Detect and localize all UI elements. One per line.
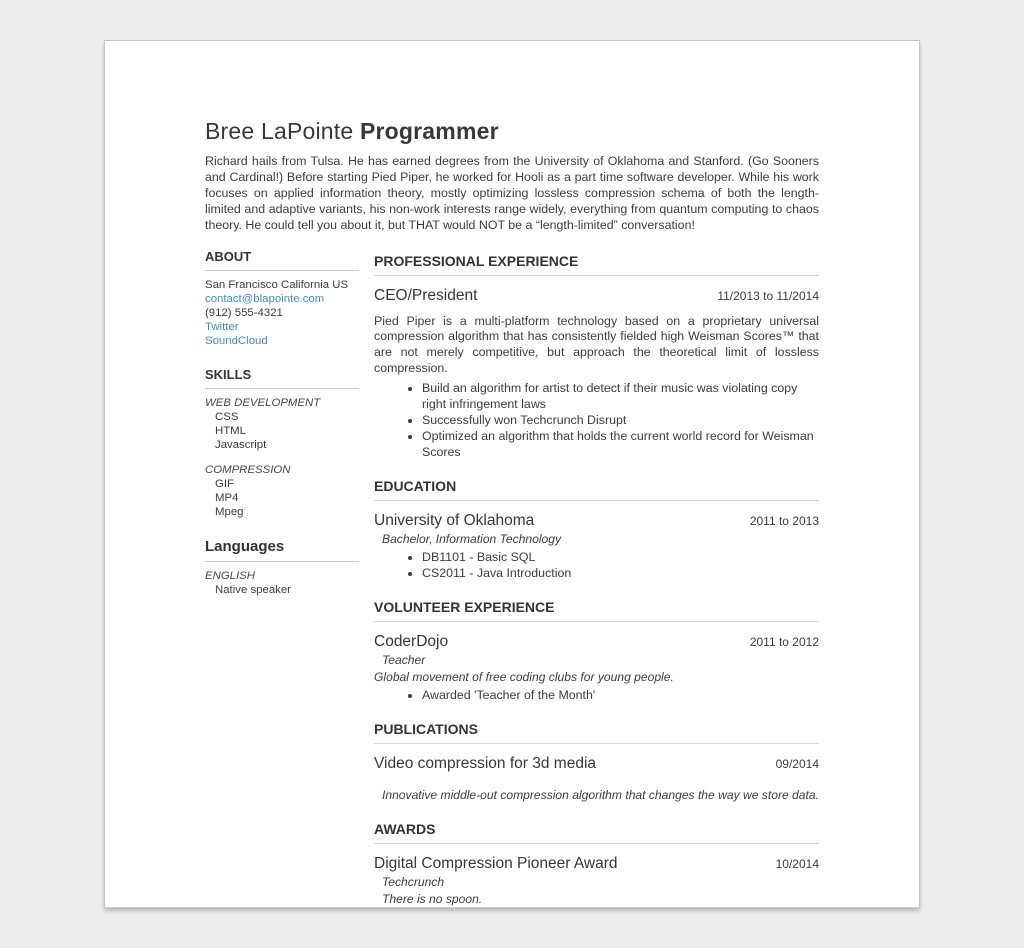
- language-group: [205, 569, 359, 597]
- page-title: [205, 118, 819, 145]
- skill-item: MP4: [215, 491, 239, 504]
- skill-item: Javascript: [215, 438, 267, 451]
- job-bullet-list: [374, 380, 819, 460]
- languages-section: [205, 538, 359, 597]
- job-description: Pied Piper is a multi-platform technology based on a proprietary universal compression algorithm that has consistently fielded high Weisman Scores™ that are not merely competitive, but approach the theoretical limit of lossless compression.: [374, 313, 819, 376]
- about-section: [205, 249, 359, 348]
- publication-title: Video compression for 3d media: [374, 755, 597, 773]
- awards-section: [374, 821, 819, 907]
- summary-paragraph: Richard hails from Tulsa. He has earned degrees from the University of Oklahoma and Stanford. (Go Sooners and Cardinal!) Before starting Pied Piper, he worked for Hooli as a part time software developer. While his work focuses on applied information theory, mostly optimizing lossless compression schema of both the length-limited and adaptive variants, his non-work interests range widely, everything from quantum computing to chaos theory. He could tell you about it, but THAT would NOT be a “length-limited” conversation!: [205, 154, 819, 232]
- organization-name: CoderDojo: [374, 633, 449, 651]
- education-section: [374, 478, 819, 581]
- languages-heading: Languages: [205, 538, 359, 562]
- education-bullet-list: [374, 549, 819, 581]
- language-name: ENGLISH: [205, 569, 256, 582]
- volunteer-role: Teacher: [382, 653, 426, 668]
- resume-page: [104, 40, 920, 908]
- professional-experience-section: [374, 253, 819, 461]
- sidebar: [205, 249, 359, 616]
- skill-group: [205, 396, 359, 452]
- entry-header: [374, 512, 819, 530]
- bullet-item: • CS2011 - Java Introduction: [422, 565, 819, 581]
- award-note: There is no spoon.: [382, 892, 483, 907]
- bullet-item: • DB1101 - Basic SQL: [422, 549, 819, 565]
- professional-experience-heading: PROFESSIONAL EXPERIENCE: [374, 253, 819, 276]
- person-role: Programmer: [359, 118, 499, 144]
- phone-text: (912) 555-4321: [205, 306, 283, 319]
- school-name: University of Oklahoma: [374, 512, 535, 530]
- awards-heading: AWARDS: [374, 821, 819, 844]
- language-level: Native speaker: [215, 583, 291, 596]
- twitter-link[interactable]: Twitter: [205, 320, 239, 333]
- entry-header: [374, 755, 819, 773]
- degree-text: Bachelor, Information Technology: [382, 532, 562, 547]
- email-link[interactable]: contact@blapointe.com: [205, 292, 325, 305]
- entry-header: [374, 633, 819, 651]
- skill-group-name: WEB DEVELOPMENT: [205, 396, 321, 409]
- entry-header: [374, 287, 819, 305]
- education-heading: EDUCATION: [374, 478, 819, 501]
- skills-heading: SKILLS: [205, 367, 359, 389]
- publications-section: [374, 721, 819, 803]
- bullet-item: • Awarded 'Teacher of the Month': [422, 687, 819, 703]
- main-column: [374, 249, 819, 926]
- education-date-range: 2011 to 2013: [749, 514, 819, 529]
- publications-heading: PUBLICATIONS: [374, 721, 819, 744]
- skill-item: CSS: [215, 410, 239, 423]
- skill-group-name: COMPRESSION: [205, 463, 291, 476]
- volunteer-experience-heading: VOLUNTEER EXPERIENCE: [374, 599, 819, 622]
- publication-note: Innovative middle-out compression algorithm that changes the way we store data.: [382, 788, 819, 803]
- skill-item: Mpeg: [215, 505, 244, 518]
- job-title: CEO/President: [374, 286, 478, 304]
- about-heading: ABOUT: [205, 249, 359, 271]
- skill-item: GIF: [215, 477, 234, 490]
- skill-item: HTML: [215, 424, 247, 437]
- soundcloud-link[interactable]: SoundCloud: [205, 334, 268, 347]
- bullet-item: • Successfully won Techcrunch Disrupt: [422, 412, 819, 428]
- volunteer-date-range: 2011 to 2012: [749, 635, 819, 650]
- award-title: Digital Compression Pioneer Award: [374, 855, 618, 873]
- award-date: 10/2014: [775, 857, 819, 872]
- skills-section: [205, 367, 359, 519]
- location-text: San Francisco California US: [205, 278, 349, 291]
- volunteer-bullet-list: [374, 687, 819, 703]
- award-issuer: Techcrunch: [382, 875, 445, 890]
- job-date-range: 11/2013 to 11/2014: [717, 288, 819, 303]
- volunteer-experience-section: [374, 599, 819, 703]
- skill-group: [205, 463, 359, 519]
- bullet-item: • Build an algorithm for artist to detect if their music was violating copy right infringement laws: [422, 380, 819, 412]
- person-name: Bree LaPointe: [205, 118, 360, 144]
- content-columns: [205, 249, 819, 926]
- publication-date: 09/2014: [775, 757, 819, 772]
- bullet-item: • Optimized an algorithm that holds the current world record for Weisman Scores: [422, 428, 819, 460]
- entry-header: [374, 855, 819, 873]
- organization-description: Global movement of free coding clubs for young people.: [374, 670, 674, 685]
